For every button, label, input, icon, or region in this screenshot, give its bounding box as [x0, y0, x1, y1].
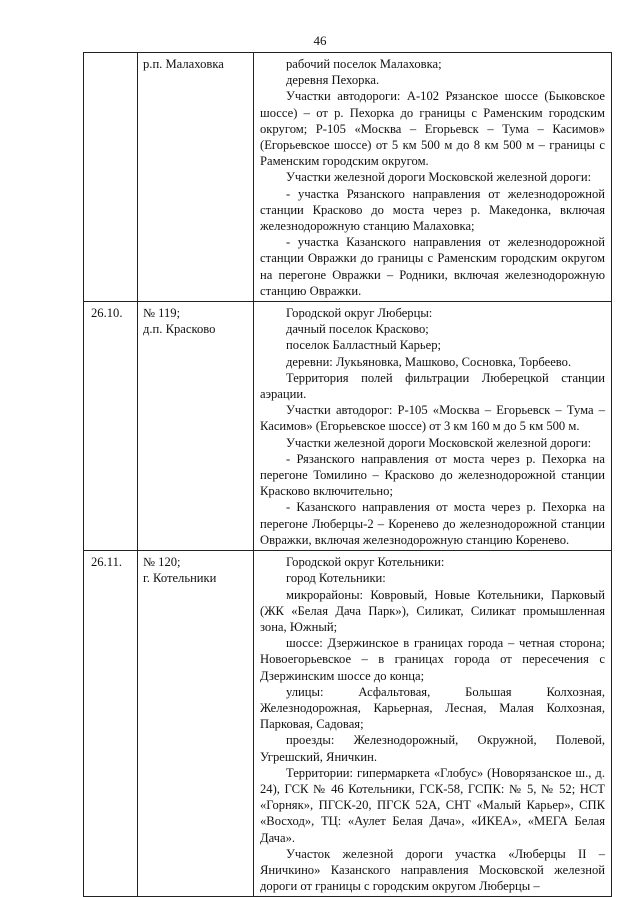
page-number: 46	[313, 33, 327, 48]
district-name-line: д.п. Красково	[143, 322, 216, 337]
description-paragraph: рабочий поселок Малаховка;	[286, 57, 442, 71]
district-name-line: р.п. Малаховка	[143, 57, 224, 71]
table-row	[84, 53, 612, 302]
districts-table-body	[84, 53, 612, 897]
district-description-cell	[254, 302, 612, 551]
description-paragraph: Участок железной дороги участка «Люберцы II – Яничкино» Казанского направления Московской железной дороги от границы с городским округом Люберцы –	[260, 846, 605, 894]
row-number-cell: 26.10.	[84, 302, 138, 551]
district-name-line: г. Котельники	[143, 571, 217, 586]
description-paragraph: Участки автодороги: А-102 Рязанское шоссе (Быковское шоссе) – от р. Пехорка до границы с Раменским городским округом; Р-105 «Москва – Егорьевск – Тума – Касимов» (Егорьевское шоссе) от 5 км 500 м до 8 км 500 м – границы с Раменским городским округом.	[260, 89, 605, 169]
description-paragraph: Территория полей фильтрации Люберецкой станции аэрации.	[260, 370, 605, 402]
description-paragraph: Городской округ Люберцы:	[286, 306, 433, 321]
description-paragraph: Участки железной дороги Московской железной дороги:	[286, 170, 592, 185]
description-paragraph: Участки железной дороги Московской железной дороги:	[286, 435, 592, 450]
description-paragraph: Городской округ Котельники:	[286, 555, 445, 570]
description-paragraph: - участка Казанского направления от железнодорожной станции Овражки до границы с Раменским городским округом на перегоне Овражки – Родники, включая железнодорожную станцию Овражки.	[260, 235, 605, 298]
description-paragraph: - Казанского направления от моста через р. Пехорка на перегоне Люберцы-2 – Коренево до железнодорожной станции Овражки, включая железнодорожную станцию Коренево.	[260, 500, 605, 547]
description-paragraph: Участки автодорог: Р-105 «Москва – Егорьевск – Тума – Касимов» (Егорьевское шоссе) от 3 км 160 м до 5 км 500 м.	[260, 403, 605, 434]
description-paragraph: улицы: Асфальтовая, Большая Колхозная, Железнодорожная, Карьерная, Лесная, Малая Колхозная, Парковая, Садовая;	[260, 684, 605, 732]
description-paragraph: - участка Рязанского направления от железнодорожной станции Красково до моста через р. Македонка, включая железнодорожную станцию Малаховка;	[260, 186, 605, 234]
description-paragraph: деревни: Лукьяновка, Машково, Сосновка, Торбеево.	[286, 354, 572, 369]
description-paragraph: Территории: гипермаркета «Глобус» (Новорязанское ш., д. 24), ГСК № 46 Котельники, ГСК-58, ГСПК: № 5, № 52; НСТ «Горняк», ПГСК-20, ПГСК 52А, СНТ «Малый Карьер», СПК «Восход», ТЦ: «Аулет Белая Дача», «ИКЕА», «МЕГА Белая Дача».	[260, 765, 605, 845]
row-number-cell: 26.11.	[84, 551, 138, 897]
districts-table	[83, 52, 612, 897]
description-paragraph: город Котельники:	[286, 571, 386, 586]
district-name-line: № 119;	[143, 306, 181, 321]
district-description-cell	[254, 551, 612, 897]
district-name-cell	[138, 302, 254, 551]
table-row	[84, 551, 612, 897]
description-paragraph: дачный поселок Красково;	[286, 322, 429, 337]
description-paragraph: поселок Балластный Карьер;	[286, 338, 442, 353]
district-name-cell	[138, 551, 254, 897]
description-paragraph: деревня Пехорка.	[286, 73, 380, 88]
row-number-cell	[84, 53, 138, 302]
table-row	[84, 302, 612, 551]
description-paragraph: проезды: Железнодорожный, Окружной, Полевой, Угрешский, Яничкин.	[260, 733, 605, 764]
district-name-line: № 120;	[143, 555, 181, 570]
description-paragraph: шоссе: Дзержинское в границах города – четная сторона; Новоегорьевское – в границах города от пересечения с Дзержинским шоссе до конца;	[260, 636, 605, 683]
district-name-cell	[138, 53, 254, 302]
description-paragraph: - Рязанского направления от моста через р. Пехорка на перегоне Томилино – Красково до железнодорожной станции Красково включительно;	[260, 451, 605, 499]
district-description-cell	[254, 53, 612, 302]
description-paragraph: микрорайоны: Ковровый, Новые Котельники, Парковый (ЖК «Белая Дача Парк»), Силикат, Силикат промышленная зона, Южный;	[260, 587, 605, 634]
